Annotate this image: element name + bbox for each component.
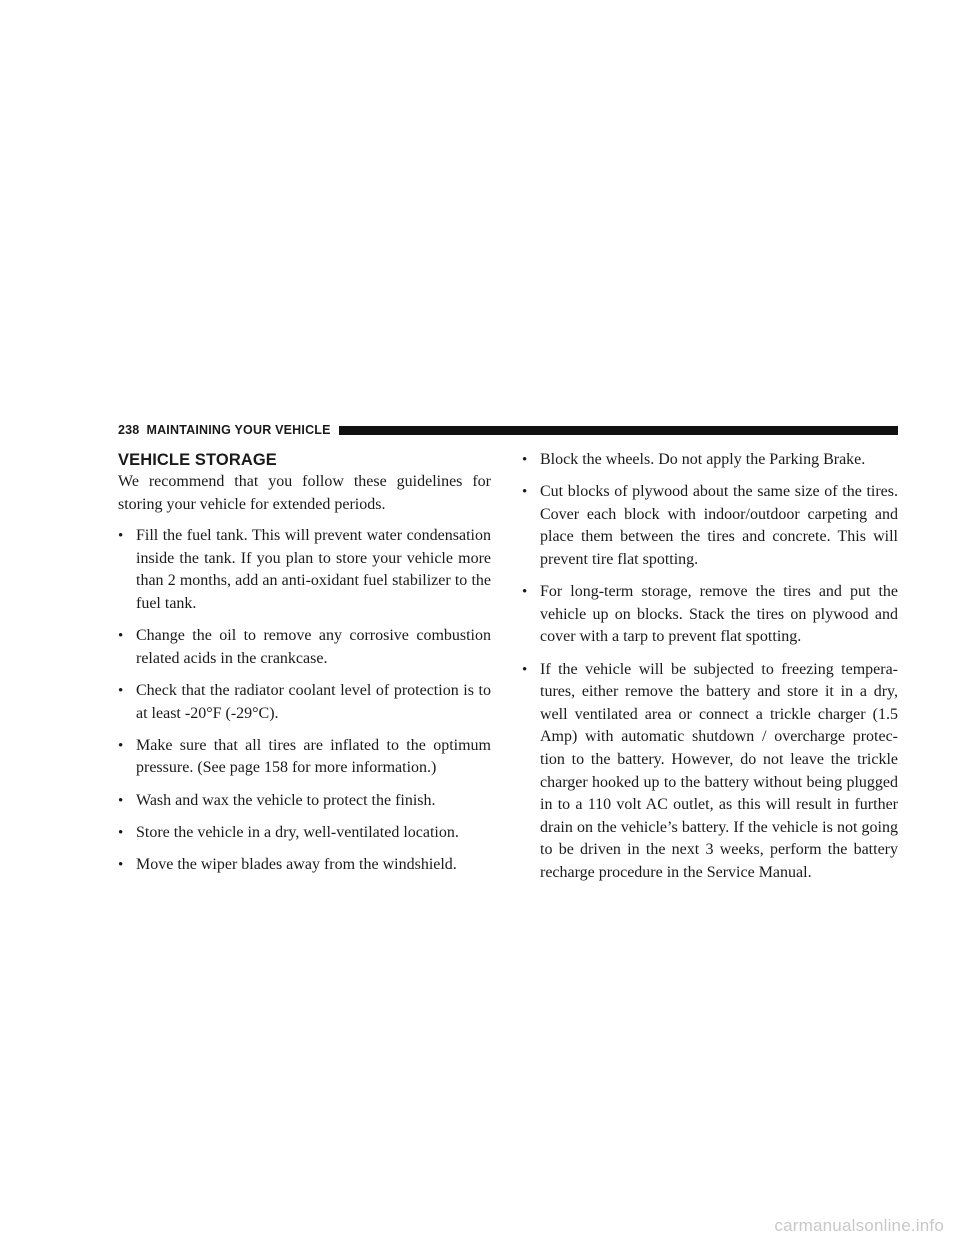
bullet-icon: • bbox=[522, 584, 528, 601]
bullet-icon: • bbox=[118, 824, 124, 841]
bullet-item bbox=[118, 790, 491, 813]
bullet-text: Move the wiper blades away from the windshield. bbox=[136, 855, 457, 873]
section-name: MAINTAINING YOUR VEHICLE bbox=[146, 423, 331, 437]
bullet-text: Block the wheels. Do not apply the Parking Brake. bbox=[540, 451, 866, 468]
left-column bbox=[118, 449, 491, 886]
bullet-text: Store the vehicle in a dry, well-ventilated location. bbox=[136, 823, 459, 841]
bullet-item bbox=[118, 822, 491, 845]
section-title: VEHICLE STORAGE bbox=[118, 451, 277, 469]
bullet-item bbox=[118, 680, 491, 725]
watermark: carmanualsonline.info bbox=[774, 1216, 944, 1235]
bullet-icon: • bbox=[522, 661, 528, 678]
bullet-text: For long-term storage, remove the tires and put the vehicle up on blocks. Stack the tires on plywood and cover with a tarp to prevent flat spotting. bbox=[540, 583, 898, 646]
bullet-item bbox=[522, 659, 898, 885]
bullet-icon: • bbox=[522, 484, 528, 501]
bullet-item bbox=[118, 625, 491, 670]
page-number: 238 bbox=[118, 423, 140, 437]
bullet-icon: • bbox=[118, 628, 124, 645]
bullet-text: Make sure that all tires are inflated to the optimum pressure. (See page 158 for more information.) bbox=[136, 736, 491, 777]
bullet-item bbox=[118, 735, 491, 780]
bullet-icon: • bbox=[118, 792, 124, 809]
bullet-icon: • bbox=[118, 682, 124, 699]
bullet-text: Wash and wax the vehicle to protect the finish. bbox=[136, 791, 436, 809]
bullet-item bbox=[118, 854, 491, 877]
bullet-text: If the vehicle will be subjected to freezing tempera-tures, either remove the battery and store it in a dry, well ventilated area or connect a trickle charger (1.5 Amp) with automatic shutdown / overcharge protec-tion to the battery. However, do not leave the trickle charger hooked up to the battery without being plugged in to a 110 volt AC outlet, as this will result in further drain on the vehicle’s battery. If the vehicle is not going to be driven in the next 3 weeks, perform the battery recharge procedure in the Service Manual. bbox=[540, 660, 898, 881]
header-rule bbox=[339, 426, 898, 435]
intro-paragraph: We recommend that you follow these guidelines for storing your vehicle for extended periods. bbox=[118, 473, 491, 513]
bullet-text: Check that the radiator coolant level of protection is to at least -20°F (-29°C). bbox=[136, 681, 491, 722]
bullet-item bbox=[522, 481, 898, 571]
bullet-text: Fill the fuel tank. This will prevent water condensation inside the tank. If you plan to store your vehicle more than 2 months, add an anti-oxidant fuel stabilizer to the fuel tank. bbox=[136, 527, 491, 612]
bullet-item bbox=[118, 525, 491, 615]
bullet-item bbox=[522, 581, 898, 649]
bullet-icon: • bbox=[118, 856, 124, 873]
bullet-list-left bbox=[118, 525, 491, 876]
bullet-list-right bbox=[522, 449, 898, 884]
right-column bbox=[522, 449, 898, 894]
bullet-icon: • bbox=[522, 452, 528, 468]
bullet-item bbox=[522, 449, 898, 472]
bullet-icon: • bbox=[118, 737, 124, 754]
page-header bbox=[118, 421, 898, 439]
bullet-text: Change the oil to remove any corrosive combustion related acids in the crankcase. bbox=[136, 627, 491, 667]
bullet-icon: • bbox=[118, 528, 124, 545]
bullet-text: Cut blocks of plywood about the same size of the tires. Cover each block with indoor/outdoor carpeting and place them between the tires and concrete. This will prevent tire flat spotting. bbox=[540, 483, 898, 568]
